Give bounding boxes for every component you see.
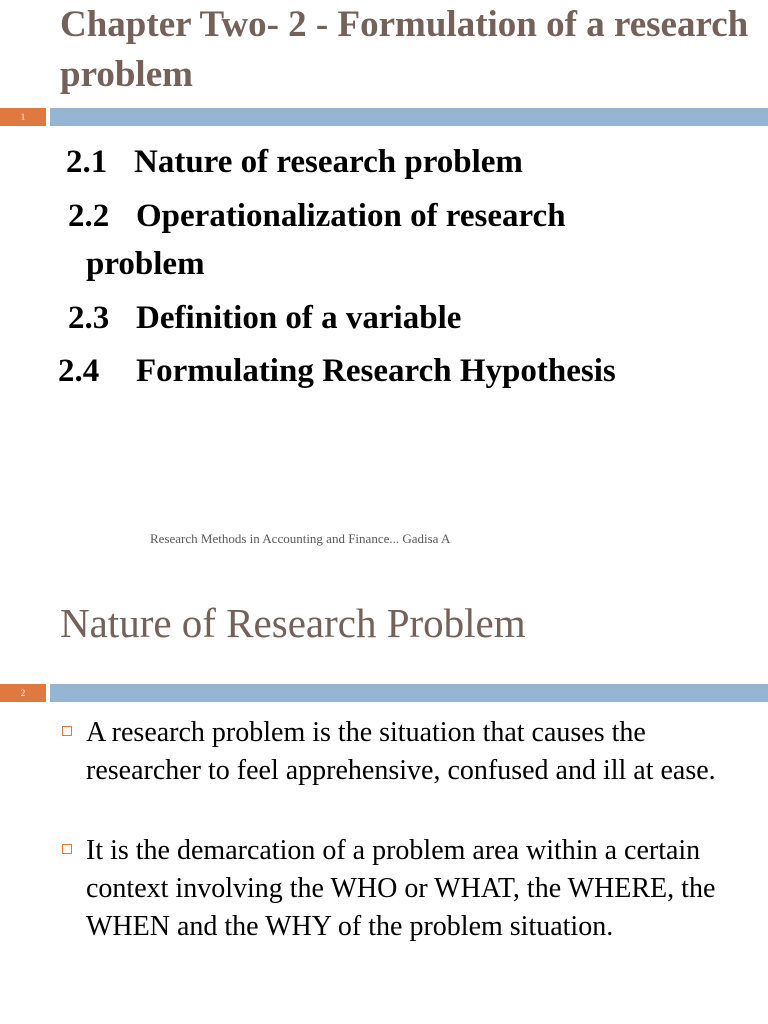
bullet-item (60, 714, 730, 790)
slide-header-bar (0, 108, 768, 126)
toc-item (58, 347, 616, 395)
slide-header-bar (0, 684, 768, 702)
slide-number: 2 (0, 684, 46, 702)
toc-label: Formulating Research Hypothesis (136, 353, 616, 389)
toc-number: 2.3 (68, 300, 110, 336)
slide-title: Nature of Research Problem (60, 600, 526, 646)
header-rule (50, 684, 768, 702)
toc-number: 2.2 (68, 198, 110, 234)
slide-footer: Research Methods in Accounting and Finance... Gadisa A (150, 531, 451, 546)
toc-item (68, 192, 566, 240)
toc-item (66, 138, 523, 186)
toc-label: Operationalization of research (136, 198, 566, 234)
bullet-text: A research problem is the situation that causes the researcher to feel apprehensive, confused and ill at ease. (86, 717, 716, 786)
header-rule (50, 108, 768, 126)
toc-item (68, 294, 461, 342)
toc-item-continuation: problem (86, 246, 205, 282)
bullet-item (60, 832, 730, 946)
toc-number: 2.4 (58, 353, 100, 389)
toc-label: Nature of research problem (134, 144, 523, 180)
slide-2 (0, 576, 768, 1024)
square-bullet-icon (62, 726, 72, 736)
slide-title: Chapter Two- 2 - Formulation of a research problem (60, 4, 749, 95)
bullet-text: It is the demarcation of a problem area within a certain context involving the WHO or WHAT, the WHERE, the WHEN and the WHY of the problem situation. (86, 835, 716, 942)
toc-number: 2.1 (66, 144, 108, 180)
square-bullet-icon (62, 844, 72, 854)
toc-label: Definition of a variable (136, 300, 462, 336)
slide-number: 1 (0, 108, 46, 126)
